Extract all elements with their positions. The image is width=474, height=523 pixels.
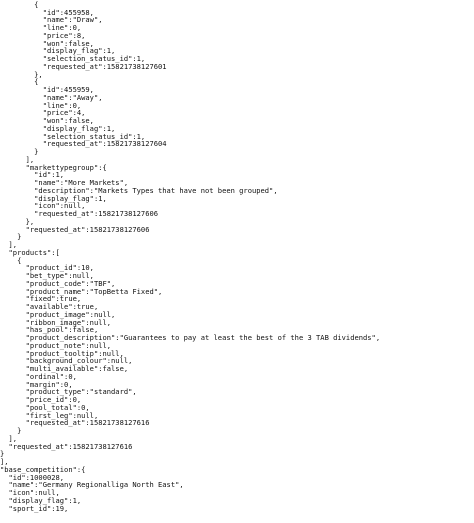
code-line: "requested_at":15821738127616 [0, 418, 150, 428]
code-line: ], [0, 457, 9, 466]
code-line: "id":455959, [0, 85, 94, 94]
code-line: } [0, 426, 22, 435]
code-line: } [0, 147, 39, 156]
code-line: "requested_at":15821738127604 [0, 139, 167, 149]
code-line: "sport_id":19, [0, 503, 69, 513]
code-line: } [0, 449, 5, 459]
code-line: "requested_at":15821738127606 [0, 209, 159, 218]
code-line: "won":false, [0, 38, 94, 48]
code-line: "selection_status_id":1, [0, 54, 146, 63]
code-line: "requested_at":15821738127616 [0, 441, 133, 451]
code-line: "pool_total":0, [0, 402, 90, 412]
code-line: "description":"Markets Types that have not been grouped", [0, 185, 278, 195]
code-line: "product_image":null, [0, 309, 116, 319]
code-line: "name":"Draw", [0, 15, 103, 25]
code-line: "price_id":0, [0, 395, 82, 404]
code-line: "bet_type":null, [0, 271, 94, 280]
code-line: "product_name":"TopBetta Fixed", [0, 286, 163, 296]
code-line: "name":"Away", [0, 92, 103, 102]
code-line: "product_description":"Guarantees to pay at least the best of the 3 TAB dividends", [0, 333, 381, 342]
code-line: "icon":null, [0, 201, 86, 211]
code-line: "icon":null, [0, 488, 60, 497]
code-line: }, [0, 216, 35, 226]
code-line: "display_flag":1, [0, 193, 107, 203]
code-line: "available":true, [0, 302, 99, 311]
code-line: "id":455958, [0, 7, 94, 17]
code-line: "id":1, [0, 170, 65, 180]
code-line: "has_pool":false, [0, 325, 99, 335]
code-line: "id":1000028, [0, 472, 65, 482]
code-line: "product_type":"standard", [0, 387, 137, 397]
code-line: "price":8, [0, 30, 86, 40]
code-line: "ribbon_image":null, [0, 317, 112, 327]
code-line: "name":"Germany Regionalliga North East", [0, 480, 184, 490]
code-line: "product_note":null, [0, 340, 112, 350]
code-line: { [0, 77, 39, 87]
code-line: "base_competition":{ [0, 464, 86, 474]
code-line: "products":[ [0, 247, 60, 257]
code-line: "product_tooltip":null, [0, 348, 124, 358]
code-line: } [0, 232, 22, 242]
code-line: "won":false, [0, 116, 94, 125]
code-line: "selection_status_id":1, [0, 131, 146, 141]
code-line: "product_code":"TBF", [0, 278, 116, 288]
code-line: "markettypegroup":{ [0, 162, 107, 172]
code-line: "display_flag":1, [0, 123, 116, 133]
code-line: "line":0, [0, 23, 82, 32]
code-line: "first_leg":null, [0, 410, 99, 420]
code-line: "price":4, [0, 108, 86, 118]
code-line: "display_flag":1, [0, 46, 116, 56]
code-line: "requested_at":15821738127606 [0, 224, 150, 234]
code-line: ], [0, 154, 35, 164]
code-line: "line":0, [0, 100, 82, 110]
code-line: "margin":0, [0, 379, 73, 389]
code-line: "requested_at":15821738127601 [0, 61, 167, 71]
code-line: "fixed":true, [0, 294, 82, 304]
code-line: { [0, 0, 39, 9]
code-line: ], [0, 240, 18, 249]
code-line: "product_id":10, [0, 263, 94, 273]
code-line: "multi_available":false, [0, 364, 129, 373]
code-line: "display_flag":1, [0, 495, 82, 505]
code-line: "ordinal":0, [0, 371, 77, 381]
code-line: }, [0, 69, 43, 79]
code-line: ], [0, 433, 18, 443]
code-line: "background_colour":null, [0, 356, 133, 366]
code-line: { [0, 255, 22, 265]
code-line: "name":"More Markets", [0, 178, 129, 187]
